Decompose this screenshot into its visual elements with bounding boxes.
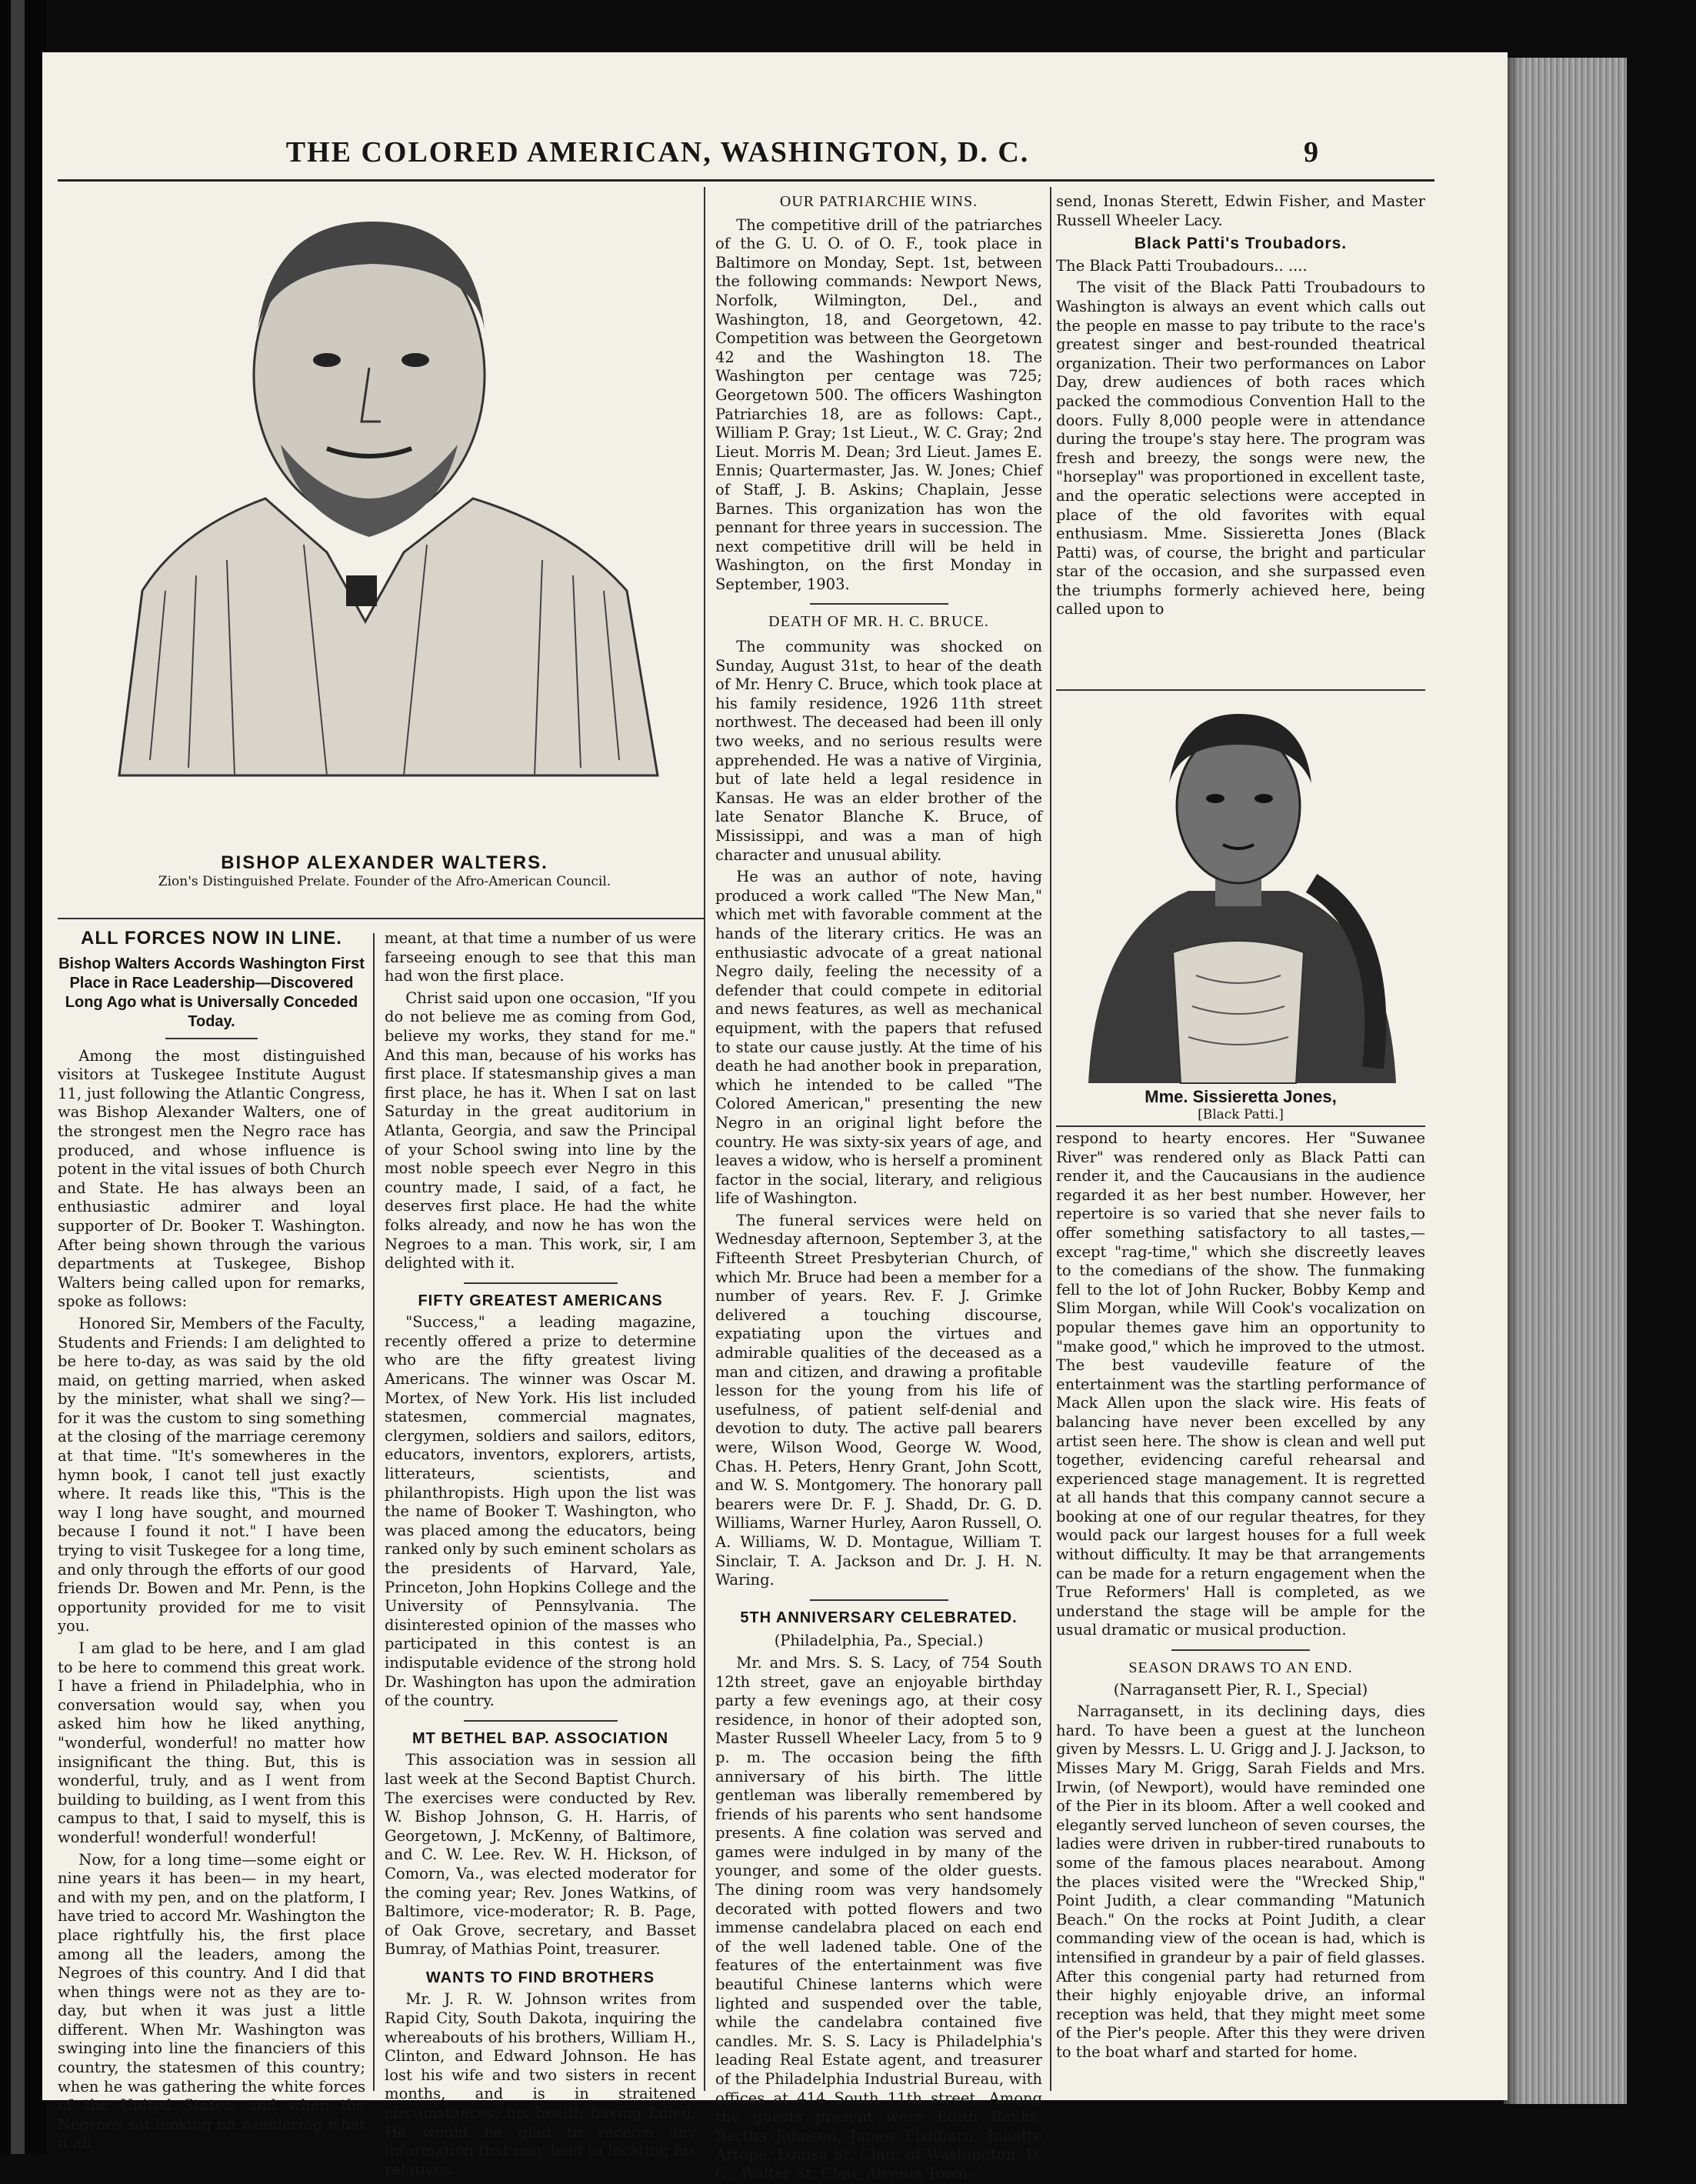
dateline: (Narragansett Pier, R. I., Special) [1113,1680,1368,1699]
short-rule [1171,1649,1310,1651]
column-divider [1050,187,1051,2091]
column-four-bottom [1056,1129,1425,2095]
paragraph: Christ said upon one occasion, "If you do not believe me as coming from God, believe my works, they stand for me." And this man, because of his works has first place. If statesmanship gives a man first place, he has it. When I sat on last Saturday in the great auditorium in Atlanta, Georgia, and saw the Principal of your School swing into line by the most noble speech ever Negro in this country made, I said, of a fact, he deserves first place. He had the white folks already, and now he has won the Negroes to a man. This work, sir, I am delighted with it. [385,989,696,1272]
dateline: (Philadelphia, Pa., Special.) [774,1632,984,1650]
paragraph: I am glad to be here, and I am glad to be here to commend this great work. I have a friend in Philadelphia, who in conversation would say, when you asked him how he liked anything, "wonderful, wonderful! no matter how insignificant the thing. But, this is wonderful, truly, and as I went from building to building, as I went from this campus to that, I said to myself, this is wonderful! wonderful! wonderful! [58,1639,365,1846]
column-divider [373,933,375,2091]
short-rule [165,1038,258,1039]
paragraph: The community was shocked on Sunday, August 31st, to hear of the death of Mr. Henry C. Bruce, which took place at his family residence, 1926 11th street northwest. The deceased had been ill only two weeks, and no serious results were apprehended. He was a native of Virginia, but of late held a legal residence in Kansas. He was an elder brother of the late Senator Blanche K. Bruce, of Mississippi, and was a man of high character and unusual ability. [715,638,1042,864]
bishop-walters-portrait [73,191,696,837]
article-headline: ALL FORCES NOW IN LINE. [81,928,342,949]
masthead: THE COLORED AMERICAN, WASHINGTON, D. C. [285,136,1030,168]
paragraph: The competitive drill of the patriarches of the G. U. O. of O. F., took place in Baltimore on Monday, Sept. 1st, between the following commands: Newport News, Norfolk, Wilmington, Del., and Washington, 18, and Georgetown, 42. Competition was between the Georgetown 42 and the Washington 18. The Washington per centage was 725; Georgetown 500. The officers Washington Patriarchies 18, are as follows: Capt., William P. Gray; 1st Lieut., W. C. Gray; 2nd Lieut. Morris M. Dean; 3rd Lieut. James E. Ennis; Quartermaster, Jas. W. Jones; Chief of Staff, J. B. Askins; Chaplain, Jesse Barnes. This organization has won the pennant for three years in succession. The next competitive drill will be held in Washington, on the first Monday in September, 1903. [715,215,1042,593]
article-headline: DEATH OF MR. H. C. BRUCE. [768,613,989,631]
portrait-name: BISHOP ALEXANDER WALTERS. [221,852,548,873]
paragraph: send, Inonas Sterett, Edwin Fisher, and Master Russell Wheeler Lacy. [1056,192,1425,229]
column-three [715,192,1042,2182]
portrait-name: Mme. Sissieretta Jones, [1145,1087,1337,1106]
masthead-rule [58,179,1434,182]
newspaper-page [42,52,1508,2182]
paragraph: meant, at that time a number of us were farseeing enough to see that this man had won the first place. [385,929,696,985]
portrait-caption [73,852,696,889]
article-deck: Bishop Walters Accords Washington First Place in Race Leadership—Discovered Long Ago what is Universally Conceded Today. [58,955,365,1030]
paragraph: Mr. J. R. W. Johnson writes from Rapid City, South Dakota, inquiring the whereabouts of his brothers, William H., Clinton, and Edward Johnson. He has lost his wife and two sisters in recent months, and is in straitened circumstances, his health having failed. He would be glad to receive any information that may lead to locating his relatives. [385,1990,696,2179]
paragraph: Narragansett, in its declining days, dies hard. To have been a guest at the luncheon given by Messrs. L. U. Grigg and J. J. Jackson, to Misses Mary M. Grigg, Sarah Fields and Mrs. Irwin, (of Newport), would have reminded one of the Pier in its bloom. After a well cooked and elegantly served luncheon of seven courses, the ladies were driven in rubber-tired runabouts to some of the famous places nearabout. Among the places visited were the "Wrecked Ship," Point Judith, a clear commanding "Matunich Beach." On the rocks at Point Judith, a clear commanding view of the ocean is had, which is intensified in grandeur by a pair of field glasses. After this congenial party had returned from their highly enjoyable drive, an informal reception was held, that they might meet some of the Pier's people. After this they were driven to the boat wharf and started for home. [1056,1702,1425,2061]
paragraph: The funeral services were held on Wednesday afternoon, September 3, at the Fifteenth Street Presbyterian Church, of which Mr. Bruce had been a member for a number of years. Rev. F. J. Grimke delivered a touching discourse, expatiating upon the virtues and admirable qualities of the deceased as a man and citizen, and drawing a profitable lesson for the young from his life of usefulness, of patient self-denial and devotion to duty. The active pall bearers were, Wilson Wood, George W. Wood, Chas. H. Peters, Henry Grant, John Scott, and W. S. Montgomery. The honorary pall bearers were Dr. F. J. Shadd, Dr. G. D. Williams, Warner Hurley, Aaron Russell, O. A. Williams, W. D. Montague, William T. Sinclair, T. A. Jackson and Dr. J. H. N. Waring. [715,1211,1042,1589]
paragraph: Honored Sir, Members of the Faculty, Students and Friends: I am delighted to be here to-day, as was said by the old maid, on getting married, when asked by the minister, what shall we sing?—for it was the custom to sing something at the closing of the marriage ceremony at that time. "It's somewheres in the hymn book, I canot tell just exactly where. It reads like this, "This is the way I long have sought, and mourned because I found it not." I have been trying to visit Tuskegee for a long time, and only through the efforts of our good friends Dr. Bowen and Mr. Penn, is the opportunity provided for me to visit you. [58,1314,365,1635]
paragraph: This association was in session all last week at the Second Baptist Church. The exercises were conducted by Rev. W. Bishop Johnson, G. H. Harris, of Georgetown, J. McKenny, of Baltimore, and C. W. Lee. Rev. W. H. Hickson, of Comorn, Va., was elected moderator for the coming year; Rev. Jones Watkins, of Baltimore, vice-moderator; R. B. Page, of Oak Grove, secretary, and Basset Bumray, of Mathias Point, treasurer. [385,1751,696,1959]
article-headline: 5TH ANNIVERSARY CELEBRATED. [740,1609,1018,1626]
paragraph: He was an author of note, having produced a work called "The New Man," which met with favorable comment at the hands of the literary critics. He was an enthusiastic advocate of a great national Negro daily, feeling the necessity of a defender that could compete in editorial and news features, as well as mechanical equipment, with the papers that refused to state our cause justly. At the time of his death he had another book in preparation, which he intended to be called "The Colored American," presenting the new Negro in an original light before the country. He was sixty-six years of age, and leaves a widow, who is herself a prominent factor in the social, literary, and religious life of Washington. [715,868,1042,1208]
portrait-caption [1056,1087,1425,1122]
paragraph: The visit of the Black Patti Troubadours to Washington is always an event which calls out the people en masse to pay tribute to the race's greatest singer and best-rounded theatrical organization. Their two performances on Labor Day, drew audiences of both races which packed the commodious Convention Hall to the doors. Fully 8,000 people were in attendance during the troupe's stay here. The program was fresh and breezy, the songs were new, the "horseplay" was proportioned in excellent taste, and the operatic selections were accepted in place of the old favorites with equal enthusiasm. Mme. Sissieretta Jones (Black Patti) was, of course, the bright and particular star of the occasion, and she surpassed even the triumphs formerly achieved here, being called upon to [1056,278,1425,619]
paragraph: Mr. and Mrs. S. S. Lacy, of 754 South 12th street, gave an enjoyable birthday party a few evenings ago, at their cosy residence, in honor of their adopted son, Master Russell Wheeler Lacy, from 5 to 9 p. m. The occasion being the fifth anniversary of his birth. The little gentleman was liberally remembered by friends of his parents who sent handsome presents. A fine colation was served and games were indulged in by many of the younger, and some of the older guests. The dining room was very handsomely decorated with potted flowers and two immense candelabra placed on each end of the well ladened table. One of the features of the entertainment was five beautiful Chinese lanterns which were lighted and suspended over the table, while the candelabra contained five candles. Mr. S. S. Lacy is Philadelphia's leading Real Estate agent, and treasurer of the Philadelphia Industrial Bureau, with offices at 414 South 11th street. Among the guests present were Edith Banks, Bertha Johnson, James Fishburn, Juliette Artope, Louisa St. Clair, of Washington, D. C., Walter St. Clair, Alvenia Town- [715,1653,1042,2182]
article-headline: Black Patti's Troubadors. [1134,235,1348,253]
paragraph: Among the most distinguished visitors at Tuskegee Institute August 11, just following the Atlantic Congress, was Bishop Alexander Walters, one of the strongest men the Negro race has produced, and whose influence is potent in the vital issues of both Church and State. He has always been an enthusiastic admirer and loyal supporter of Dr. Booker T. Washington. After being shown through the various departments at Tuskegee, Bishop Walters being called upon for remarks, spoke as follows: [58,1046,365,1311]
short-rule [810,603,948,605]
section-rule [1056,1125,1425,1127]
book-page-edges [1504,58,1627,2104]
section-rule [58,918,704,919]
sissieretta-jones-portrait [1065,699,1411,1083]
column-four-top [1056,192,1425,685]
article-headline: MT BETHEL BAP. ASSOCIATION [412,1729,669,1747]
portrait-subtitle: [Black Patti.] [1198,1107,1284,1122]
article-headline: OUR PATRIARCHIE WINS. [779,193,978,210]
article-all-forces [58,928,365,2152]
paragraph: "Success," a leading magazine, recently offered a prize to determine who are the fifty greatest living Americans. The winner was Oscar M. Mortex, of New York. His list included statesmen, commercial magnates, clergymen, soldiers and sailors, editors, educators, inventors, explorers, artists, litterateurs, scientists, and philanthropists. High upon the list was the name of Booker T. Washington, who was placed among the educators, being ranked only by such eminent scholars as the presidents of Harvard, Yale, Princeton, John Hopkins College and the University of Pennsylvania. The disinterested opinion of the masses who participated in this contest is an indisputable evidence of the strong hold Dr. Washington has upon the admiration of the country. [385,1313,696,1710]
short-rule [464,1282,618,1284]
column-divider [704,187,705,2091]
article-headline: FIFTY GREATEST AMERICANS [418,1292,663,1309]
section-rule [1056,689,1425,691]
short-rule [810,1599,948,1601]
film-border-left [0,0,46,2154]
portrait-subtitle: Zion's Distinguished Prelate. Founder of the Afro-American Council. [158,874,611,889]
article-headline: SEASON DRAWS TO AN END. [1128,1659,1353,1677]
article-headline: WANTS TO FIND BROTHERS [425,1969,655,1986]
paragraph: respond to hearty encores. Her "Suwanee River" was rendered only as Black Patti can render it, and the Caucausians in the audience regarded it as her best number. However, her repertoire is so varied that she never fails to offer something satisfactory to all tastes,—except "rag-time," which she discreetly leaves to the comedians of the show. The funmaking fell to the lot of John Rucker, Bobby Kemp and Slim Morgan, while Will Cook's vocalization on popular themes gave him an opportunity to "make good," which he improved to the utmost. The best vaudeville feature of the entertainment was the startling performance of Mack Allen upon the slack wire. His feats of balancing have never been excelled by any artist seen here. The show is clean and well put together, evidencing careful rehearsal and experienced stage management. It is regretted at all hands that this company cannot secure a booking at one of our regular theatres, for they would pack our largest houses for a full week without difficulty. It may be that arrangements can be made for a return engagement when the True Reformers' Hall is completed, as we understand the stage will be ample for the usual dramatic or musical production. [1056,1129,1425,1639]
paragraph: Now, for a long time—some eight or nine years it has been— in my heart, and with my pen, and on the platform, I have tried to accord Mr. Washington the place rightfully his, the first place among all the leaders, among the Negroes of this country. And I did that when things were not as they are to-day, but when it was just a little different. When Mr. Washington was swinging into line the financiers of this country, the statesmen of this country; when he was gathering the white forces of the United States, and when the Negroes sat looking on wondering what it all [58,1850,365,2152]
column-two [385,929,696,2179]
short-rule [464,1720,618,1722]
film-strip [11,0,25,2154]
page-number: 9 [1304,136,1318,168]
subline: The Black Patti Troubadours.. .... [1056,256,1308,275]
